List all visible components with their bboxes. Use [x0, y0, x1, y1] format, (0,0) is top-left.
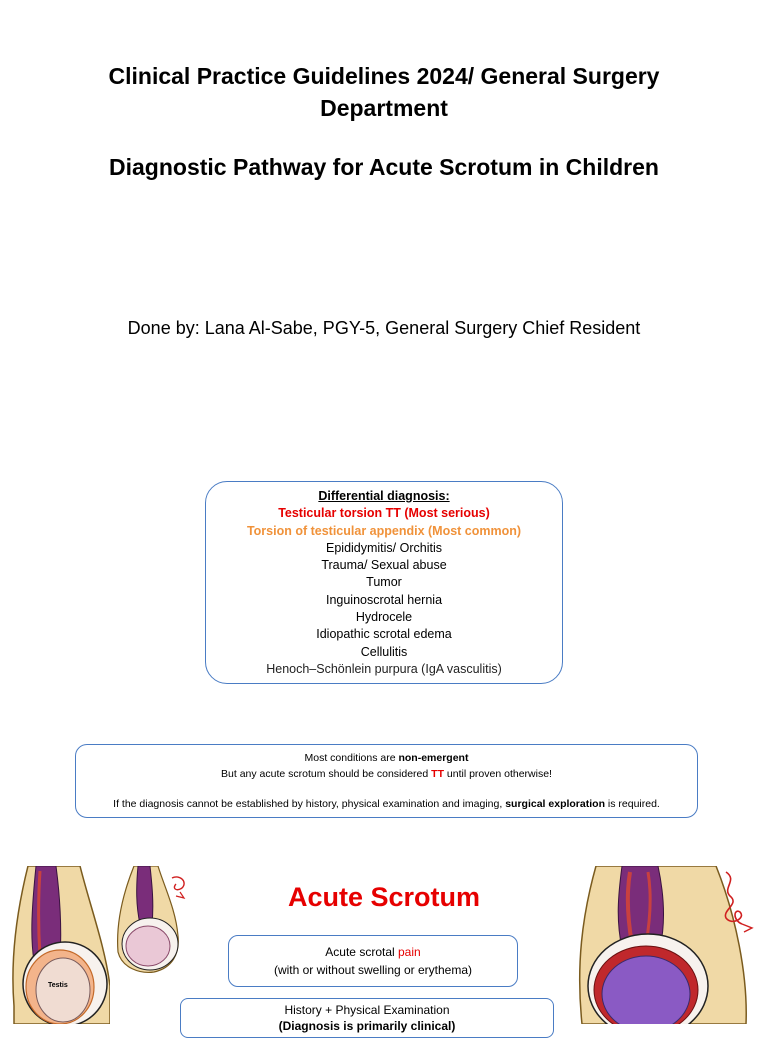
- title-block: [0, 60, 768, 181]
- page-subtitle: Diagnostic Pathway for Acute Scrotum in Children: [109, 154, 659, 180]
- ddx-item: Hydrocele: [355, 610, 413, 625]
- note-line-2: But any acute scrotum should be considered TT until proven otherwise!: [221, 768, 552, 780]
- page-title: Clinical Practice Guidelines 2024/ General Surgery Department: [108, 63, 660, 121]
- history-exam-box: [180, 998, 554, 1038]
- ddx-item: Torsion of testicular appendix (Most common): [246, 523, 522, 538]
- note-line-3: If the diagnosis cannot be established by history, physical examination and imaging, surgical exploration is required.: [113, 798, 660, 810]
- ddx-item: Testicular torsion TT (Most serious): [278, 506, 490, 521]
- ddx-item: Inguinoscrotal hernia: [325, 592, 443, 607]
- ddx-item: Trauma/ Sexual abuse: [321, 558, 447, 573]
- testis-label: Testis: [48, 982, 68, 989]
- note-line-1: Most conditions are non-emergent: [304, 752, 469, 764]
- pain-line: Acute scrotal pain: [325, 945, 421, 959]
- ddx-item: Idiopathic scrotal edema: [316, 627, 452, 642]
- ddx-item: Henoch–Schönlein purpura (IgA vasculitis): [266, 661, 502, 676]
- acute-scrotum-title: Acute Scrotum: [287, 882, 481, 912]
- ddx-item: Epididymitis/ Orchitis: [326, 540, 442, 555]
- ddx-item: Tumor: [366, 575, 402, 590]
- pain-subline: (with or without swelling or erythema): [273, 963, 473, 977]
- ddx-item: Cellulitis: [360, 644, 408, 659]
- differential-diagnosis-box: [205, 481, 563, 684]
- acute-pain-box: [228, 935, 518, 987]
- ddx-heading: Differential diagnosis:: [318, 489, 450, 503]
- note-box: [75, 744, 698, 818]
- author-line: Done by: Lana Al-Sabe, PGY-5, General Surgery Chief Resident: [127, 318, 641, 338]
- history-exam-line: History + Physical Examination: [284, 1003, 450, 1017]
- history-exam-subline: (Diagnosis is primarily clinical): [278, 1019, 456, 1033]
